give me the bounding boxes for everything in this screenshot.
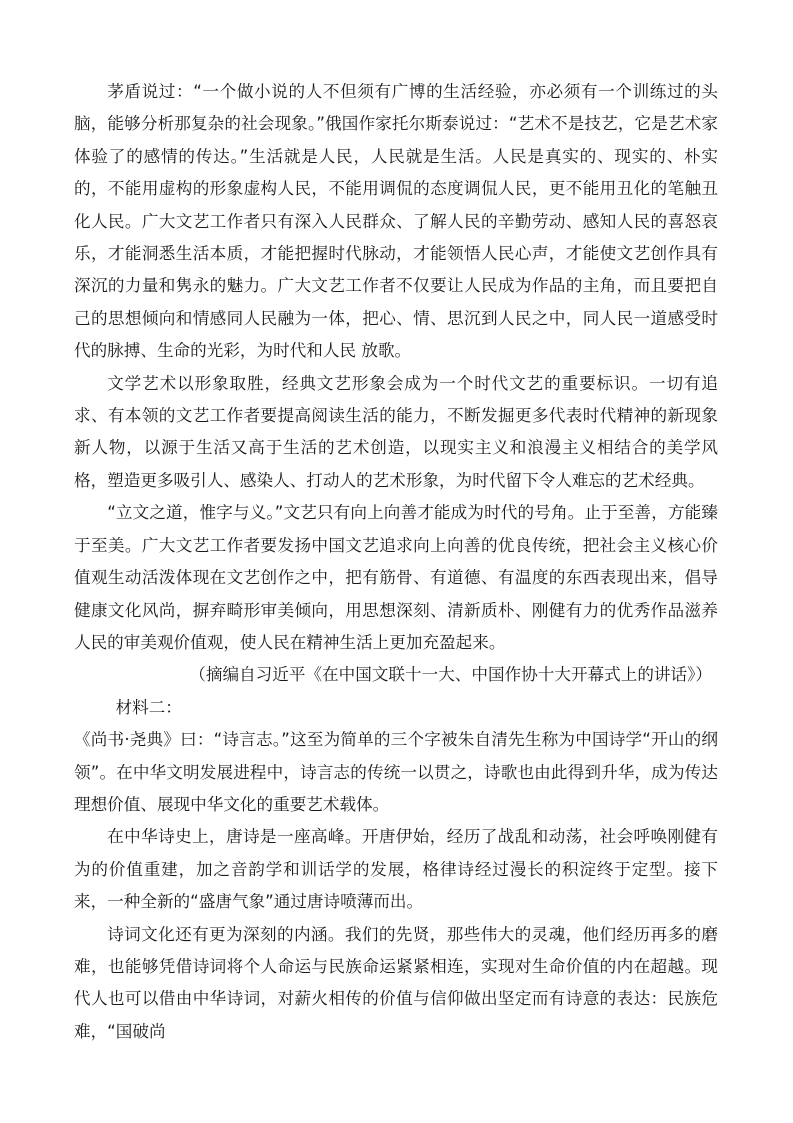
paragraph-1: 茅盾说过：“一个做小说的人不但须有广博的生活经验，亦必须有一个训练过的头脑，能够分析那复杂的社会现象。”俄国作家托尔斯泰说过：“艺术不是技艺，它是艺术家体验了的感情的传达。”生活就是人民，人民就是生活。人民是真实的、现实的、朴实的，不能用虚构的形象虚构人民，不能用调侃的态度调侃人民，更不能用丑化的笔触丑化人民。广大文艺工作者只有深入人民群众、了解人民的辛勤劳动、感知人民的喜怒哀乐，才能洞悉生活本质，才能把握时代脉动，才能领悟人民心声，才能使文艺创作具有深沉的力量和隽永的魅力。广大文艺工作者不仅要让人民成为作品的主角，而且要把自己的思想倾向和情感同人民融为一体，把心、情、思沉到人民之中，同人民一道感受时代的脉搏、生命的光彩，为时代和人民 放歌。 [74, 82, 718, 361]
document-body [74, 76, 718, 1048]
paragraph-2: 文学艺术以形象取胜，经典文艺形象会成为一个时代文艺的重要标识。一切有追求、有本领的文艺工作者要提高阅读生活的能力，不断发掘更多代表时代精神的新现象新人物，以源于生活又高于生活的艺术创造，以现实主义和浪漫主义相结合的美学风格，塑造更多吸引人、感染人、打动人的艺术形象，为时代留下令人难忘的艺术经典。 [74, 373, 718, 490]
material-2-paragraph-2: 在中华诗史上，唐诗是一座高峰。开唐伊始，经历了战乱和动荡，社会呼唤刚健有为的价值重建，加之音韵学和训话学的发展，格律诗经过漫长的积淀终于定型。接下来，一种全新的“盛唐气象”通过唐诗喷薄而出。 [74, 827, 718, 912]
material-2-paragraph-1: 《尚书·尧典》曰：“诗言志。”这至为简单的三个字被朱自清先生称为中国诗学“开山的纲领”。在中华文明发展进程中，诗言志的传统一以贯之，诗歌也由此得到升华，成为传达理想价值、展现中华文化的重要艺术载体。 [74, 730, 718, 814]
material-2-paragraph-3: 诗词文化还有更为深刻的内涵。我们的先贤，那些伟大的灵魂，他们经历再多的磨难，也能够凭借诗词将个人命运与民族命运紧紧相连，实现对生命价值的内在超越。现代人也可以借由中华诗词，对薪火相传的价值与信仰做出坚定而有诗意的表达：民族危难，“国破尚 [74, 924, 718, 1041]
material-2-heading: 材料二： [115, 697, 182, 717]
paragraph-3: “立文之道，惟字与义。”文艺只有向上向善才能成为时代的号角。止于至善，方能臻于至美。广大文艺工作者要发扬中国文艺追求向上向善的优良传统，把社会主义核心价值观生动活泼体现在文艺创作之中，把有筋骨、有道德、有温度的东西表现出来，倡导健康文化风尚，摒弃畸形审美倾向，用思想深刻、清新质朴、刚健有力的优秀作品滋养人民的审美观价值观，使人民在精神生活上更加充盈起来。 [74, 503, 718, 652]
source-citation: （摘编自习近平《在中国文联十一大、中国作协十大开幕式上的讲话》） [189, 665, 712, 685]
